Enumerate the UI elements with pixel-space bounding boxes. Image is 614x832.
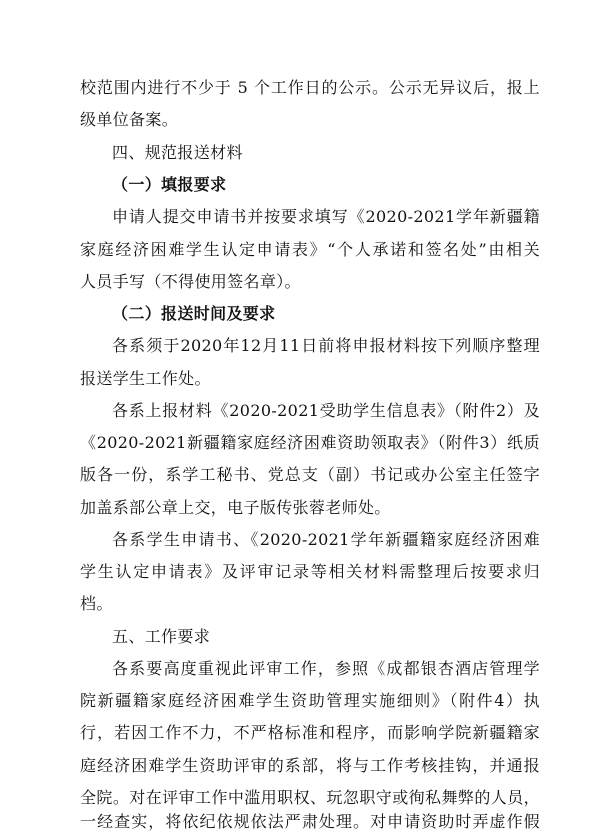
body-text-line: 院新疆籍家庭经济困难学生资助管理实施细则》（附件4）执 — [80, 691, 540, 710]
body-text-line: 各系要高度重视此评审工作，参照《成都银杏酒店管理学 — [112, 659, 540, 678]
body-text-line: 家庭经济困难学生认定申请表》“个人承诺和签名处”由相关 — [80, 240, 540, 259]
body-text-line: 各系上报材料《2020-2021受助学生信息表》（附件2）及 — [112, 401, 540, 420]
body-text-line: 一经查实，将依纪依规依法严肃处理。对申请资助时弄虚作假 — [80, 812, 540, 831]
body-text-line: 报送学生工作处。 — [80, 369, 211, 388]
body-text-line: 全院。对在评审工作中滥用职权、玩忽职守或徇私舞弊的人员， — [80, 788, 540, 807]
body-text-line: 人员手写（不得使用签名章）。 — [80, 272, 301, 291]
subheading-2: （二）报送时间及要求 — [112, 304, 276, 323]
body-text-line: 版各一份，系学工秘书、党总支（副）书记或办公室主任签字 — [80, 465, 540, 484]
body-text-line: 校范围内进行不少于 5 个工作日的公示。公示无异议后，报上 — [80, 78, 540, 97]
body-text-line: 各系须于2020年12月11日前将申报材料按下列顺序整理 — [112, 336, 540, 355]
body-text-line: 《2020-2021新疆籍家庭经济困难资助领取表》（附件3）纸质 — [80, 433, 540, 452]
body-text-line: 学生认定申请表》及评审记录等相关材料需整理后按要求归 — [80, 562, 540, 581]
section-heading-5: 五、工作要求 — [112, 627, 211, 646]
body-text-line: 各系学生申请书、《2020-2021学年新疆籍家庭经济困难 — [112, 530, 540, 549]
subheading-1: （一）填报要求 — [112, 175, 227, 194]
body-text-line: 档。 — [80, 594, 113, 613]
body-text-line: 庭经济困难学生资助评审的系部，将与工作考核挂钩，并通报 — [80, 756, 540, 775]
section-heading-4: 四、规范报送材料 — [112, 143, 243, 162]
body-text-line: 行，若因工作不力，不严格标准和程序，而影响学院新疆籍家 — [80, 723, 540, 742]
body-text-line: 申请人提交申请书并按要求填写《2020-2021学年新疆籍 — [112, 207, 540, 226]
body-text-line: 加盖系部公章上交，电子版传张蓉老师处。 — [80, 498, 391, 517]
body-text-line: 级单位备案。 — [80, 110, 179, 129]
